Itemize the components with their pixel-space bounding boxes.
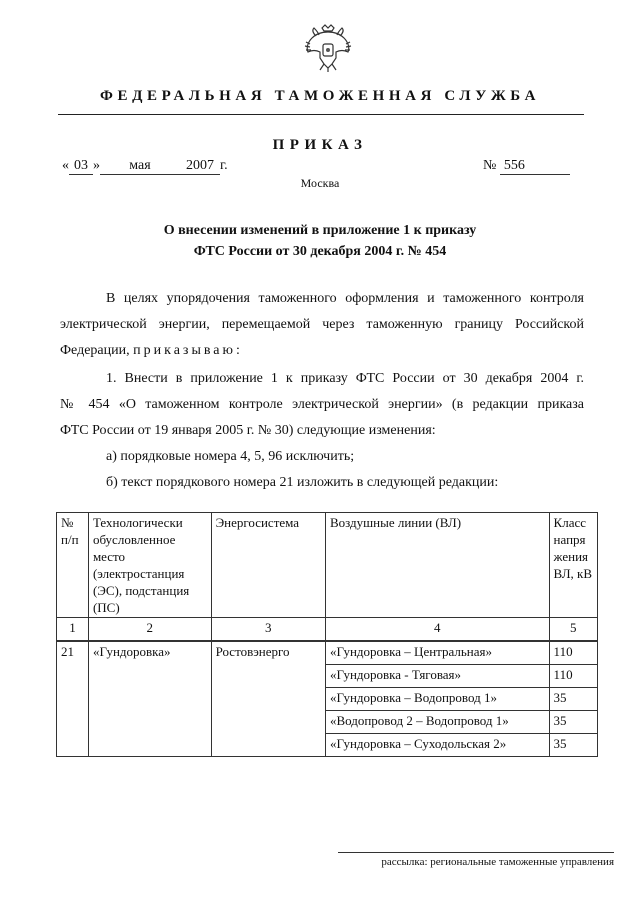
- table-cell: 21: [57, 641, 89, 757]
- preamble-paragraph: [60, 288, 584, 362]
- table-cell: «Гундоровка – Центральная»: [325, 641, 549, 665]
- text-fragment: Федерации,: [60, 343, 130, 358]
- text-line: В целях упорядочения таможенного оформления и таможенного контроля: [106, 291, 584, 306]
- table-cell: 2: [88, 618, 211, 642]
- clause-item-a: [60, 446, 584, 468]
- table-cell: 110: [549, 665, 597, 688]
- table-cell: 110: [549, 641, 597, 665]
- subject-line: О внесении изменений в приложение 1 к приказу: [163, 223, 477, 238]
- table-cell: «Гундоровка - Тяговая»: [325, 665, 549, 688]
- table-row: [57, 641, 598, 665]
- document-type: ПРИКАЗ: [272, 137, 368, 153]
- table-cell: «Гундоровка»: [88, 641, 211, 757]
- subject-line: ФТС России от 30 декабря 2004 г. № 454: [193, 244, 447, 259]
- table-cell: 4: [325, 618, 549, 642]
- table-cell: Ростовэнерго: [211, 641, 325, 757]
- table-cell: «Водопровод 2 – Водопровод 1»: [325, 711, 549, 734]
- date-day: 03: [69, 158, 93, 175]
- order-verb: приказываю:: [133, 343, 243, 358]
- text-line: № 454 «О таможенном контроле электрической энергии» (в редакции приказа: [60, 397, 584, 412]
- number-value: 556: [500, 158, 570, 175]
- table-cell: 1: [57, 618, 89, 642]
- table-cell: 35: [549, 734, 597, 757]
- table-cell: «Гундоровка – Водопровод 1»: [325, 688, 549, 711]
- header-cell: Технологически обусловленное место (электростанция (ЭС), подстанция (ПС): [88, 513, 211, 618]
- text-line: электрической энергии, перемещаемой через таможенную границу Российской: [60, 317, 584, 332]
- text-line: б) текст порядкового номера 21 изложить в следующей редакции:: [106, 475, 499, 490]
- distribution-note: рассылка: региональные таможенные управления: [338, 852, 614, 868]
- date-suffix: г.: [220, 158, 228, 173]
- table-cell: 5: [549, 618, 597, 642]
- header-cell: Воздушные линии (ВЛ): [325, 513, 549, 618]
- header-cell: Энергосистема: [211, 513, 325, 618]
- header-cell: № п/п: [57, 513, 89, 618]
- date-year: 2007: [180, 158, 220, 175]
- table-cell: 3: [211, 618, 325, 642]
- city: Москва: [300, 176, 340, 190]
- table-cell: 35: [549, 688, 597, 711]
- table-row: [57, 618, 598, 642]
- agency-name: ФЕДЕРАЛЬНАЯ ТАМОЖЕННАЯ СЛУЖБА: [99, 88, 541, 104]
- energy-lines-table: [56, 512, 598, 757]
- table-header-row: [57, 513, 598, 618]
- text-line: ФТС России от 19 января 2005 г. № 30) следующие изменения:: [60, 423, 436, 438]
- table-cell: «Гундоровка – Суходольская 2»: [325, 734, 549, 757]
- date-close-quote: »: [93, 158, 100, 173]
- text-line: [60, 340, 584, 362]
- text-line: 1. Внести в приложение 1 к приказу ФТС России от 30 декабря 2004 г.: [106, 371, 584, 386]
- double-headed-eagle-icon: [302, 22, 354, 74]
- text-line: а) порядковые номера 4, 5, 96 исключить;: [106, 449, 355, 464]
- clause-item-b: [60, 472, 584, 494]
- clause-1: [60, 368, 584, 442]
- order-number: [483, 158, 570, 175]
- date-month: мая: [100, 158, 180, 175]
- order-date: [62, 158, 228, 175]
- date-open-quote: «: [62, 158, 69, 173]
- table-cell: 35: [549, 711, 597, 734]
- order-subject: [0, 220, 640, 262]
- header-divider: [58, 114, 584, 115]
- number-prefix: №: [483, 158, 497, 173]
- header-cell: Класс напря жения ВЛ, кВ: [549, 513, 597, 618]
